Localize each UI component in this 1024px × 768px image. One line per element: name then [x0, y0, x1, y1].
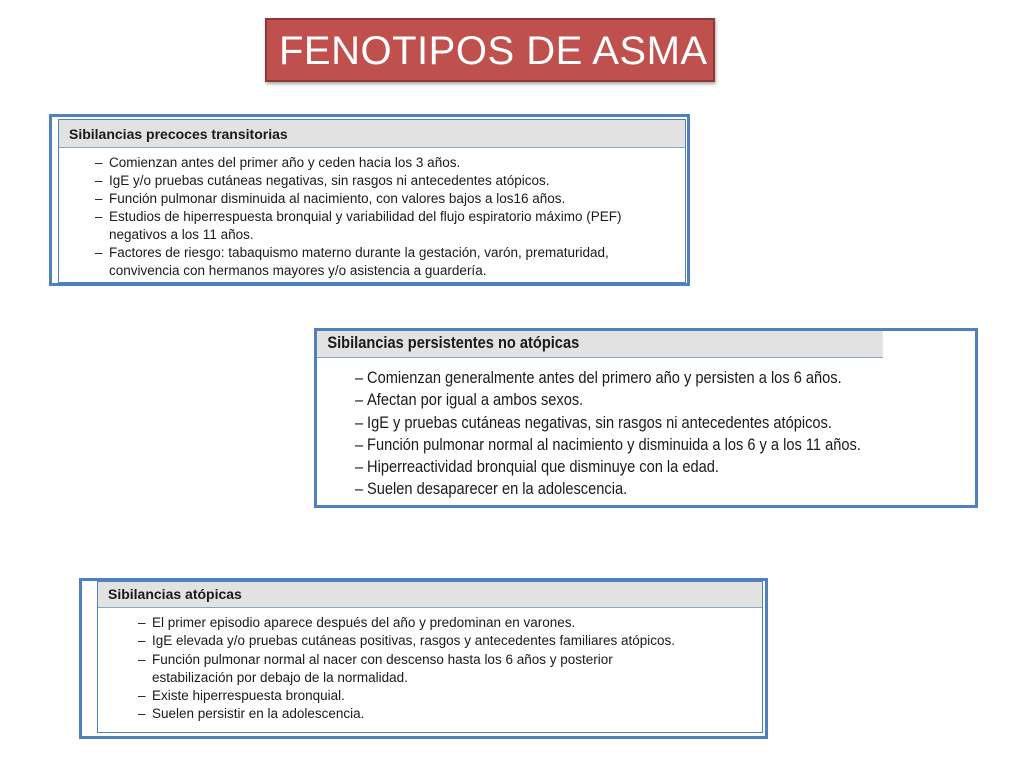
bullet-text: negativos a los 11 años.	[109, 227, 254, 242]
bullet-text: Función pulmonar disminuida al nacimiento, con valores bajos a los16 años.	[109, 191, 566, 206]
bullet-item	[95, 208, 622, 244]
phenotype-box-atopic	[79, 578, 768, 739]
bullet-item	[138, 614, 675, 632]
bullet-item	[138, 651, 675, 688]
bullet-dash: –	[95, 155, 103, 170]
phenotype-card	[58, 119, 686, 283]
phenotype-header: Sibilancias persistentes no atópicas	[317, 331, 883, 358]
phenotype-header: Sibilancias atópicas	[98, 582, 762, 608]
phenotype-bullet-list	[95, 154, 622, 280]
bullet-item	[355, 367, 861, 389]
bullet-text: Comienzan antes del primer año y ceden hacia los 3 años.	[109, 155, 461, 170]
phenotype-box-transient-early	[49, 114, 690, 286]
bullet-item	[355, 412, 861, 434]
phenotype-box-persistent-non-atopic	[314, 328, 978, 508]
bullet-item	[355, 478, 861, 500]
bullet-text: Función pulmonar normal al nacimiento y disminuida a los 6 y a los 11 años.	[367, 434, 861, 454]
bullet-item	[355, 434, 861, 456]
bullet-text: IgE elevada y/o pruebas cutáneas positivas, rasgos y antecedentes familiares atópicos.	[152, 633, 676, 649]
bullet-text: IgE y pruebas cutáneas negativas, sin rasgos ni antecedentes atópicos.	[367, 412, 832, 432]
bullet-dash: –	[95, 245, 103, 260]
bullet-item	[95, 154, 622, 172]
bullet-item	[138, 632, 675, 650]
bullet-dash: –	[355, 434, 364, 454]
bullet-dash: –	[355, 368, 364, 387]
bullet-dash: –	[355, 412, 364, 432]
bullet-text: Factores de riesgo: tabaquismo materno durante la gestación, varón, prematuridad,	[109, 245, 609, 260]
bullet-item	[355, 389, 861, 411]
bullet-dash: –	[138, 688, 146, 704]
bullet-dash: –	[355, 457, 364, 477]
phenotype-card	[317, 331, 975, 505]
bullet-text: Estudios de hiperrespuesta bronquial y variabilidad del flujo espiratorio máximo (PEF)	[109, 209, 622, 224]
bullet-dash: –	[95, 209, 103, 224]
bullet-dash: –	[138, 706, 146, 722]
phenotype-bullet-list	[355, 367, 861, 501]
bullet-text: IgE y/o pruebas cutáneas negativas, sin rasgos ni antecedentes atópicos.	[109, 173, 550, 188]
bullet-item	[95, 172, 622, 190]
bullet-text: convivencia con hermanos mayores y/o asistencia a guardería.	[109, 263, 487, 278]
bullet-text: El primer episodio aparece después del año y predominan en varones.	[152, 615, 576, 630]
bullet-dash: –	[138, 615, 146, 630]
phenotype-card	[97, 581, 763, 733]
phenotype-header: Sibilancias precoces transitorias	[59, 120, 685, 148]
bullet-text: Afectan por igual a ambos sexos.	[367, 390, 584, 410]
bullet-text: Existe hiperrespuesta bronquial.	[152, 688, 345, 704]
phenotype-bullet-list	[138, 614, 675, 724]
slide-title: FENOTIPOS DE ASMA	[279, 29, 708, 73]
bullet-text: estabilización por debajo de la normalidad.	[152, 669, 408, 685]
bullet-dash: –	[355, 390, 364, 410]
slide-title-box	[265, 18, 715, 82]
bullet-item	[95, 190, 622, 208]
bullet-dash: –	[355, 479, 364, 499]
bullet-item	[355, 456, 861, 478]
bullet-text: Función pulmonar normal al nacer con descenso hasta los 6 años y posterior	[152, 651, 613, 667]
bullet-text: Suelen desaparecer en la adolescencia.	[367, 479, 628, 499]
bullet-item	[138, 687, 675, 705]
bullet-dash: –	[95, 191, 103, 206]
bullet-dash: –	[138, 633, 146, 649]
bullet-dash: –	[138, 651, 146, 667]
bullet-text: Hiperreactividad bronquial que disminuye con la edad.	[367, 457, 719, 477]
bullet-text: Suelen persistir en la adolescencia.	[152, 706, 365, 722]
bullet-item	[95, 244, 622, 280]
bullet-text: Comienzan generalmente antes del primero año y persisten a los 6 años.	[367, 368, 842, 387]
bullet-dash: –	[95, 173, 103, 188]
bullet-item	[138, 705, 675, 723]
